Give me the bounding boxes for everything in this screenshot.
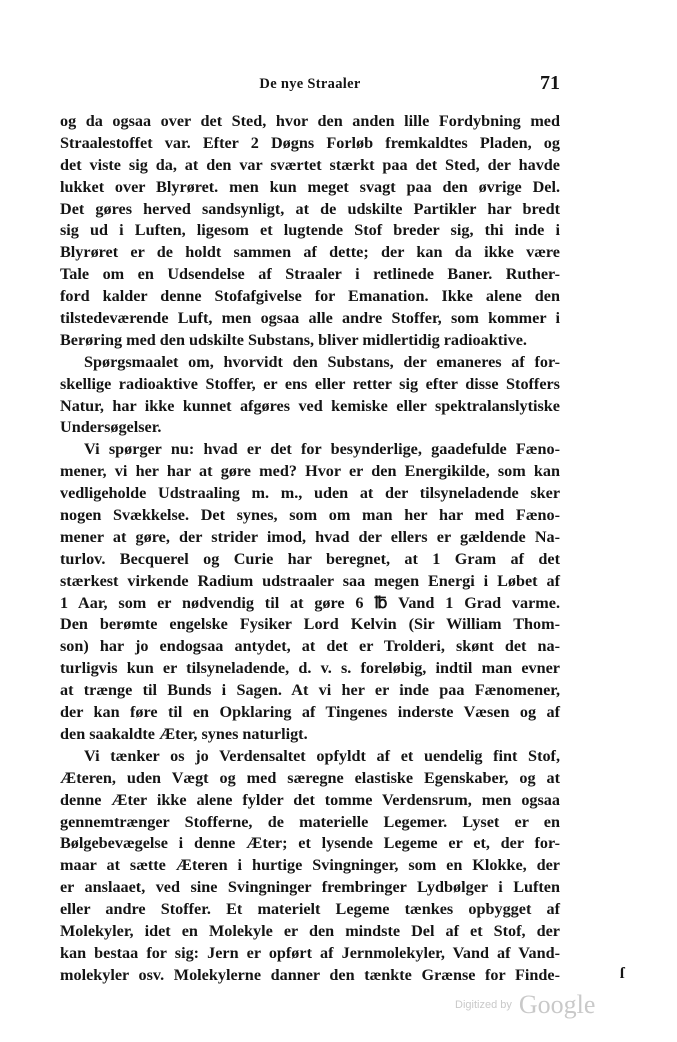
text-line: mener at gøre, der strider imod, hvad der ellers er gældende Na- [60, 527, 560, 546]
text-line: Molekyler, idet en Molekyle er den mindste Del af et Stof, der [60, 921, 560, 940]
google-logo: Google [518, 990, 596, 1019]
text-line: og da ogsaa over det Sted, hvor den anden lille Fordybning med [60, 112, 560, 130]
running-title: De nye Straaler [259, 76, 361, 92]
text-line: der kan føre til en Opklaring af Tingenes inderste Væsen og af [60, 703, 560, 722]
text-line: kan bestaa for sig: Jern er opført af Jernmolekyler, Vand af Vand- [60, 943, 560, 962]
text-line: stærkest virkende Radium udstraaler saa megen Energi i Løbet af [60, 571, 560, 590]
text-line: er anslaaet, ved sine Svingninger frembringer Lydbølger i Luften [60, 878, 560, 897]
text-line: Bølgebevægelse i denne Æter; et lysende Legeme er et, der for- [60, 834, 560, 853]
stray-mark: ſ [620, 965, 625, 982]
text-line: Berøring med den udskilte Substans, bliver midlertidig radioaktive. [60, 330, 527, 349]
text-line: skellige radioaktive Stoffer, er ens eller retter sig efter disse Stoffers [60, 374, 560, 393]
text-line: Undersøgelser. [60, 418, 162, 437]
watermark-prefix: Digitized by [455, 999, 512, 1011]
body-text [60, 111, 560, 987]
text-line: vedligeholde Udstraaling m. m., uden at der tilsyneladende sker [60, 484, 560, 503]
text-line: mener, vi her har at gøre med? Hvor er den Energikilde, som kan [60, 462, 560, 481]
text-line: ford kalder denne Stofafgivelse for Emanation. Ikke alene den [60, 287, 560, 306]
text-line: Straalestoffet var. Efter 2 Døgns Forløb fremkaldtes Pladen, og [60, 133, 560, 152]
text-line: den saakaldte Æter, synes naturligt. [60, 724, 308, 743]
text-line: molekyler osv. Molekylerne danner den tænkte Grænse for Finde- [60, 965, 560, 984]
text-line: nogen Svækkelse. Det synes, som om man her har med Fæno- [60, 506, 560, 525]
text-line: Det gøres herved sandsynligt, at de udskilte Partikler har bredt [60, 199, 560, 218]
text-line: Vi spørger nu: hvad er det for besynderlige, gaadefulde Fæno- [84, 440, 560, 459]
page-header [60, 72, 560, 100]
text-line: sig ud i Luften, ligesom et lugtende Stof breder sig, thi inde i [60, 221, 560, 240]
text-line: tilstedeværende Luft, men ogsaa alle andre Stoffer, som kommer i [60, 309, 560, 328]
text-line: Blyrøret er de holdt sammen af dette; der kan da ikke være [60, 243, 560, 262]
text-line: denne Æter ikke alene fylder det tomme Verdensrum, men ogsaa [60, 790, 560, 809]
text-line: turlov. Becquerel og Curie har beregnet, at 1 Gram af det [60, 549, 560, 568]
text-line: Vi tænker os jo Verdensaltet opfyldt af et uendelig fint Stof, [84, 746, 560, 765]
text-line: Den berømte engelske Fysiker Lord Kelvin (Sir William Thom- [60, 615, 560, 634]
text-line: det viste sig da, at den var sværtet stærkt paa det Sted, der havde [60, 155, 560, 174]
text-line: Spørgsmaalet om, hvorvidt den Substans, der emaneres af for- [84, 352, 560, 371]
digitized-by-watermark [455, 990, 595, 1020]
text-line: Æteren, uden Vægt og med særegne elastiske Egenskaber, og at [60, 768, 560, 787]
text-line: maar at sætte Æteren i hurtige Svingninger, som en Klokke, der [60, 856, 560, 875]
text-line: lukket over Blyrøret. men kun meget svagt paa den øvrige Del. [60, 177, 560, 196]
text-line: turligvis kun er tilsyneladende, d. v. s. foreløbig, indtil man evner [60, 659, 560, 678]
text-line: gennemtrænger Stofferne, de materielle Legemer. Lyset er en [60, 812, 560, 831]
text-line: eller andre Stoffer. Et materielt Legeme tænkes opbygget af [60, 900, 560, 919]
text-line: son) har jo endogsaa antydet, at det er Trolderi, skønt det na- [60, 637, 560, 656]
page-number: 71 [540, 72, 560, 94]
text-line: at trænge til Bunds i Sagen. At vi her er inde paa Fænomener, [60, 681, 560, 700]
text-line: Natur, har ikke kunnet afgøres ved kemiske eller spektralanslytiske [60, 396, 560, 415]
text-line: Tale om en Udsendelse af Straaler i retlinede Baner. Ruther- [60, 265, 560, 284]
text-line: 1 Aar, som er nødvendig til at gøre 6 ℔ Vand 1 Grad varme. [60, 593, 560, 612]
